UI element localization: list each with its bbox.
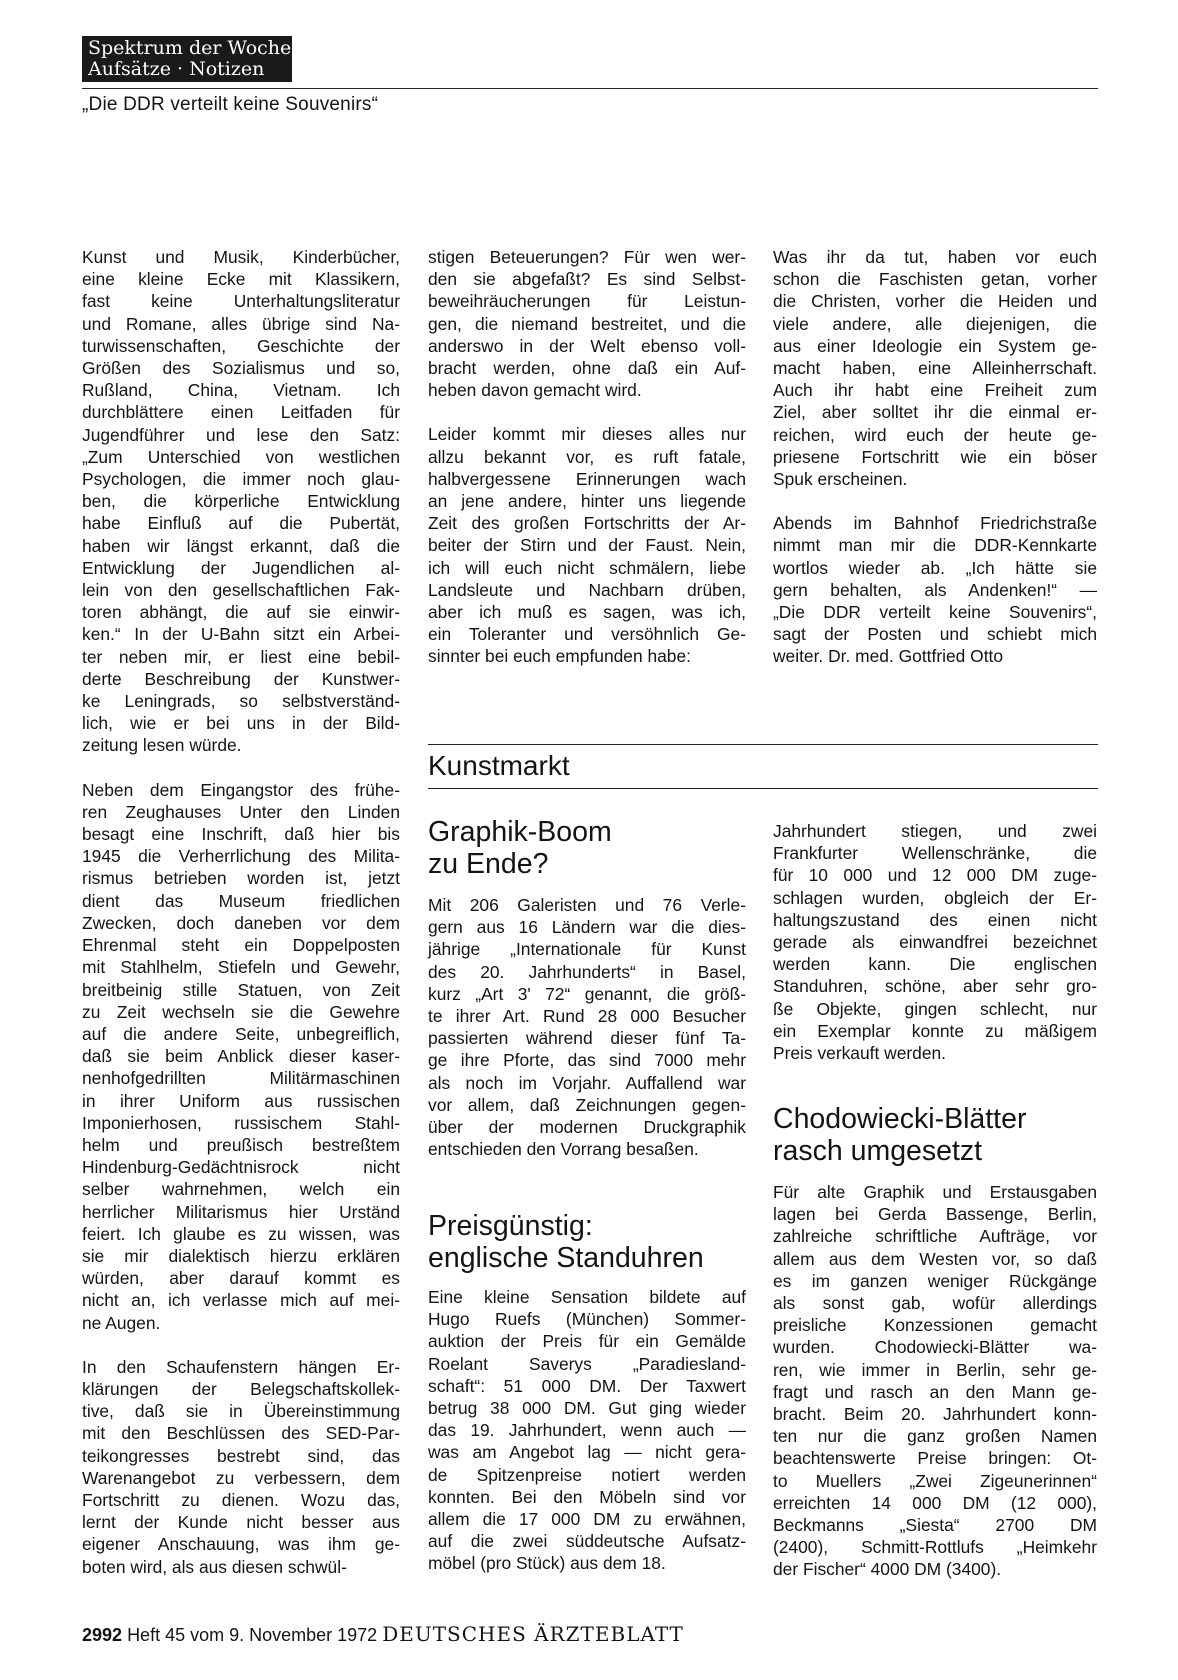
text-line: durchblättere einen Leitfaden für xyxy=(82,402,400,423)
text-line: ken.“ In der U-Bahn sitzt ein Arbei- xyxy=(82,624,400,645)
text-line: weiter. Dr. med. Gottfried Otto xyxy=(773,646,1004,667)
text-line: bracht. Beim 20. Jahrhundert konn- xyxy=(773,1404,1097,1425)
issue-info: Heft 45 vom 9. November 1972 xyxy=(127,1625,378,1645)
text-line: über der modernen Druckgraphik xyxy=(428,1117,746,1138)
text-line: turwissenschaften, Geschichte der xyxy=(82,335,400,356)
text-line: Was ihr da tut, haben vor euch xyxy=(773,247,1097,267)
text-line: sagt der Posten und schiebt mich xyxy=(773,624,1097,645)
text-line: ein Toleranter und versöhnlich Ge- xyxy=(428,624,746,645)
text-line: schaft“: 51 000 DM. Der Taxwert xyxy=(428,1375,746,1396)
running-title: „Die DDR verteilt keine Souvenirs“ xyxy=(82,94,379,115)
text-line: Entwicklung der Jugendlichen al- xyxy=(82,557,400,578)
text-line: macht haben, eine Alleinherrschaft. xyxy=(773,358,1097,379)
text-line: vor allem, daß Zeichnungen gegen- xyxy=(428,1094,746,1115)
text-line: Leider kommt mir dieses alles nur xyxy=(428,424,746,445)
text-line: herrlicher Militarismus hier Urständ xyxy=(82,1201,400,1222)
text-line: was am Angebot lag — nicht gera- xyxy=(428,1442,746,1463)
paragraph-gap xyxy=(773,490,1097,512)
text-line: das 19. Jahrhundert, wenn auch — xyxy=(428,1420,746,1441)
preis-continuation xyxy=(773,820,1097,1064)
text-line: Zwecken, doch daneben vor dem xyxy=(82,912,400,933)
text-line: Jugendführer und lese den Satz: xyxy=(82,424,400,445)
text-line: auktion der Preis für ein Gemälde xyxy=(428,1331,746,1352)
text-line: haltungszustand des einen nicht xyxy=(773,909,1097,930)
page-number: 2992 xyxy=(82,1625,123,1645)
section-label xyxy=(82,36,292,82)
text-line: an jene andere, hinter uns liegende xyxy=(428,491,746,512)
text-line: mit den Beschlüssen des SED-Par- xyxy=(82,1423,400,1444)
text-line: Ziel, aber solltet ihr die einmal er- xyxy=(773,402,1097,423)
text-line: Auch ihr habt eine Freiheit zum xyxy=(773,380,1097,401)
preis-headline-2: englische Standuhren xyxy=(428,1242,704,1274)
text-line: beweihräucherungen für Leistun- xyxy=(428,291,746,312)
text-line: ter neben mir, er liest eine bebil- xyxy=(82,646,400,667)
text-line: 1945 die Verherrlichung des Milita- xyxy=(82,846,400,867)
text-line: ge ihre Pforte, das sind 7000 mehr xyxy=(428,1050,746,1071)
text-line: daß sie beim Anblick dieser kaser- xyxy=(82,1046,400,1067)
paragraph-gap xyxy=(428,401,746,423)
text-line: ße Objekte, gingen schlecht, nur xyxy=(773,998,1097,1019)
text-line: erreichten 14 000 DM (12 000), xyxy=(773,1492,1097,1513)
text-line: entschieden den Vorrang besaßen. xyxy=(428,1139,699,1160)
text-line: to Muellers „Zwei Zigeunerinnen“ xyxy=(773,1470,1097,1491)
text-line: Psychologen, die immer noch glau- xyxy=(82,469,400,490)
text-line: beiter der Stirn und der Faust. Nein, xyxy=(428,535,746,556)
text-line: allzu bekannt vor, es ruft fatale, xyxy=(428,446,746,467)
text-line: der Fischer“ 4000 DM (3400). xyxy=(773,1559,1002,1580)
text-line: Fortschritt zu dienen. Wozu das, xyxy=(82,1489,400,1510)
text-line: allem die 17 000 DM zu erwähnen, xyxy=(428,1509,746,1530)
text-line: betrug 38 000 DM. Gut ging wieder xyxy=(428,1398,746,1419)
text-line: halbvergessene Erinnerungen wach xyxy=(428,468,746,489)
text-line: Standuhren, schöne, aber sehr gro- xyxy=(773,976,1097,997)
text-line: In den Schaufenstern hängen Er- xyxy=(82,1356,400,1377)
text-line: gern aus 16 Ländern war die dies- xyxy=(428,917,746,938)
text-line: derte Beschreibung der Kunstwer- xyxy=(82,668,400,689)
text-line: sie mir dialektisch hierzu erklären xyxy=(82,1245,400,1266)
text-line: die Christen, vorher die Heiden und xyxy=(773,291,1097,312)
text-line: schlagen wurden, obgleich der Er- xyxy=(773,887,1097,908)
text-line: lagen bei Gerda Bassenge, Berlin, xyxy=(773,1204,1097,1225)
text-line: ten nur die ganz großen Namen xyxy=(773,1426,1097,1447)
text-line: und Romane, alles übrige sind Na- xyxy=(82,313,400,334)
text-line: sinnter bei euch empfunden habe: xyxy=(428,646,691,667)
text-line: werden kann. Die englischen xyxy=(773,954,1097,975)
text-line: des 20. Jahrhunderts“ in Basel, xyxy=(428,961,746,982)
graphik-headline-1: Graphik-Boom xyxy=(428,816,612,848)
text-line: Frankfurter Wellenschränke, die xyxy=(773,843,1097,864)
article-column-3 xyxy=(773,246,1097,668)
text-line: zeitung lesen würde. xyxy=(82,735,242,756)
text-line: Hindenburg-Gedächtnisrock nicht xyxy=(82,1157,400,1178)
text-line: te ihrer Art. Rund 28 000 Besucher xyxy=(428,1006,746,1027)
kunstmarkt-title: Kunstmarkt xyxy=(428,750,570,781)
chodo-headline-1: Chodowiecki-Blätter xyxy=(773,1103,1027,1135)
text-line: haben wir längst erkannt, daß die xyxy=(82,535,400,556)
text-line: allem aus dem Westen vor, so daß xyxy=(773,1248,1097,1269)
chodo-headline-2: rasch umgesetzt xyxy=(773,1135,983,1167)
text-line: anderswo in der Welt ebenso voll- xyxy=(428,335,746,356)
text-line: reichen, wird euch der heute ge- xyxy=(773,424,1097,445)
header-rule xyxy=(82,88,1098,89)
text-line: ich will euch nicht schmälern, liebe xyxy=(428,557,746,578)
text-line: viele andere, alle diejenigen, die xyxy=(773,313,1097,334)
text-line: besagt eine Inschrift, daß hier bis xyxy=(82,824,400,845)
text-line: de Spitzenpreise notiert werden xyxy=(428,1464,746,1485)
text-line: lich, wie er bei uns in der Bild- xyxy=(82,713,400,734)
text-line: Hugo Ruefs (München) Sommer- xyxy=(428,1309,746,1330)
text-line: selber wahrnehmen, welch ein xyxy=(82,1179,400,1200)
text-line: helm und preußisch bestreßtem xyxy=(82,1134,400,1155)
text-line: würden, aber darauf kommt es xyxy=(82,1268,400,1289)
text-line: Spuk erscheinen. xyxy=(773,469,908,490)
article-column-2 xyxy=(428,246,746,668)
text-line: klärungen der Belegschaftskollek- xyxy=(82,1378,400,1399)
text-line: für 10 000 und 12 000 DM zuge- xyxy=(773,865,1097,886)
text-line: konnten. Bei den Möbeln sind vor xyxy=(428,1486,746,1507)
text-line: zahlreiche schriftliche Aufträge, vor xyxy=(773,1226,1097,1247)
text-line: gerade als einwandfrei bezeichnet xyxy=(773,932,1097,953)
text-line: den sie abgefaßt? Es sind Selbst- xyxy=(428,269,746,290)
text-line: eine kleine Ecke mit Klassikern, xyxy=(82,269,400,290)
text-line: ren Zeughauses Unter den Linden xyxy=(82,801,400,822)
text-line: „Die DDR verteilt keine Souvenirs“, xyxy=(773,602,1097,623)
text-line: möbel (pro Stück) aus dem 18. xyxy=(428,1553,666,1574)
text-line: kurz „Art 3' 72“ genannt, die größ- xyxy=(428,983,746,1004)
text-line: stigen Beteuerungen? Für wen wer- xyxy=(428,247,746,267)
text-line: Für alte Graphik und Erstausgaben xyxy=(773,1182,1097,1202)
preis-body xyxy=(428,1286,746,1575)
chodo-body xyxy=(773,1181,1097,1581)
text-line: tive, daß sie in Übereinstimmung xyxy=(82,1401,400,1422)
text-line: Eine kleine Sensation bildete auf xyxy=(428,1287,746,1307)
text-line: Preis verkauft werden. xyxy=(773,1043,947,1064)
text-line: gern behalten, als Andenken!“ — xyxy=(773,579,1097,600)
text-line: ren, wie immer in Berlin, sehr ge- xyxy=(773,1359,1097,1380)
kunstmarkt-top-rule xyxy=(428,744,1098,745)
section-label-line2: Aufsätze · Notizen xyxy=(88,58,265,80)
preis-article xyxy=(428,1210,746,1575)
text-line: habe Einfluß auf die Pubertät, xyxy=(82,513,400,534)
graphik-body xyxy=(428,894,746,1160)
text-line: aber ich muß es sagen, was ich, xyxy=(428,602,746,623)
section-label-line1: Spektrum der Woche xyxy=(88,37,292,59)
text-line: ke Leningrads, so selbstverständ- xyxy=(82,691,400,712)
text-line: Beckmanns „Siesta“ 2700 DM xyxy=(773,1515,1097,1536)
masthead: DEUTSCHES ÄRZTEBLATT xyxy=(382,1622,684,1646)
text-line: dient das Museum friedlichen xyxy=(82,890,400,911)
text-line: ben, die körperliche Entwicklung xyxy=(82,491,400,512)
text-line: ne Augen. xyxy=(82,1312,161,1333)
text-line: boten wird, als aus diesen schwül- xyxy=(82,1556,347,1577)
text-line: mit Stahlhelm, Stiefeln und Gewehr, xyxy=(82,957,400,978)
paragraph-gap xyxy=(82,757,400,779)
text-line: „Zum Unterschied von westlichen xyxy=(82,446,400,467)
text-line: als noch im Vorjahr. Auffallend war xyxy=(428,1072,746,1093)
text-line: in ihrer Uniform aus russischen xyxy=(82,1090,400,1111)
text-line: zu Zeit wechseln sie die Gewehre xyxy=(82,1001,400,1022)
text-line: Roelant Saverys „Paradiesland- xyxy=(428,1353,746,1374)
text-line: feiert. Ich glaube es zu wissen, was xyxy=(82,1223,400,1244)
text-line: Kunst und Musik, Kinderbücher, xyxy=(82,247,400,267)
text-line: nenhofgedrillten Militärmaschinen xyxy=(82,1068,400,1089)
text-line: fragt und rasch an den Mann ge- xyxy=(773,1381,1097,1402)
text-line: auf die andere Seite, unbegreiflich, xyxy=(82,1023,400,1044)
text-line: passierten während dieser fünf Ta- xyxy=(428,1028,746,1049)
text-line: ein Exemplar konnte zu mäßigem xyxy=(773,1020,1097,1041)
graphik-headline-2: zu Ende? xyxy=(428,848,549,880)
text-line: Größen des Sozialismus und so, xyxy=(82,358,400,379)
text-line: bracht werden, ohne daß ein Auf- xyxy=(428,358,746,379)
kunstmarkt-bottom-rule xyxy=(428,788,1098,789)
text-line: preisliche Konzessionen gemacht xyxy=(773,1315,1097,1336)
text-line: schon die Faschisten getan, vorher xyxy=(773,269,1097,290)
preis-headline-1: Preisgünstig: xyxy=(428,1210,593,1242)
text-line: eigener Anschauung, was ihm ge- xyxy=(82,1534,400,1555)
text-line: Ehrenmal steht ein Doppelposten xyxy=(82,935,400,956)
text-line: auf die zwei süddeutsche Aufsatz- xyxy=(428,1531,746,1552)
text-line: heben davon gemacht wird. xyxy=(428,380,642,401)
text-line: jährige „Internationale für Kunst xyxy=(428,939,746,960)
text-line: nimmt man mir die DDR-Kennkarte xyxy=(773,535,1097,556)
page-footer xyxy=(82,1622,684,1646)
text-line: teikongresses bestrebt sind, das xyxy=(82,1445,400,1466)
text-line: wortlos wieder ab. „Ich hätte sie xyxy=(773,557,1097,578)
text-line: fast keine Unterhaltungsliteratur xyxy=(82,291,400,312)
text-line: als sonst gab, wofür allerdings xyxy=(773,1293,1097,1314)
article-column-1 xyxy=(82,246,400,1578)
text-line: Imponierhosen, russischem Stahl- xyxy=(82,1112,400,1133)
text-line: nicht an, ich verlasse mich auf mei- xyxy=(82,1290,400,1311)
text-line: priesene Fortschritt wie ein böser xyxy=(773,446,1097,467)
paragraph-gap xyxy=(82,1334,400,1356)
text-line: aus einer Ideologie ein System ge- xyxy=(773,335,1097,356)
text-line: Landsleute und Nachbarn drüben, xyxy=(428,579,746,600)
text-line: (2400), Schmitt-Rottlufs „Heimkehr xyxy=(773,1537,1097,1558)
text-line: gen, die niemand bestreitet, und die xyxy=(428,313,746,334)
graphik-article xyxy=(428,816,746,1160)
chodo-article xyxy=(773,1103,1097,1581)
text-line: breitbeinig stille Statuen, von Zeit xyxy=(82,979,400,1000)
text-line: Rußland, China, Vietnam. Ich xyxy=(82,380,400,401)
text-line: Zeit des großen Fortschritts der Ar- xyxy=(428,513,746,534)
text-line: Jahrhundert stiegen, und zwei xyxy=(773,821,1097,841)
text-line: Warenangebot zu verbessern, dem xyxy=(82,1467,400,1488)
text-line: es im ganzen weniger Rückgänge xyxy=(773,1270,1097,1291)
text-line: lein von den gesellschaftlichen Fak- xyxy=(82,580,400,601)
text-line: lernt der Kunde nicht besser aus xyxy=(82,1512,400,1533)
text-line: Neben dem Eingangstor des frühe- xyxy=(82,779,400,800)
text-line: wurden. Chodowiecki-Blätter wa- xyxy=(773,1337,1097,1358)
text-line: Abends im Bahnhof Friedrichstraße xyxy=(773,513,1097,534)
text-line: Mit 206 Galeristen und 76 Verle- xyxy=(428,895,746,915)
text-line: beachtenswerte Preise bringen: Ot- xyxy=(773,1448,1097,1469)
text-line: rismus betrieben worden ist, jetzt xyxy=(82,868,400,889)
text-line: toren abhängt, die auf sie einwir- xyxy=(82,602,400,623)
